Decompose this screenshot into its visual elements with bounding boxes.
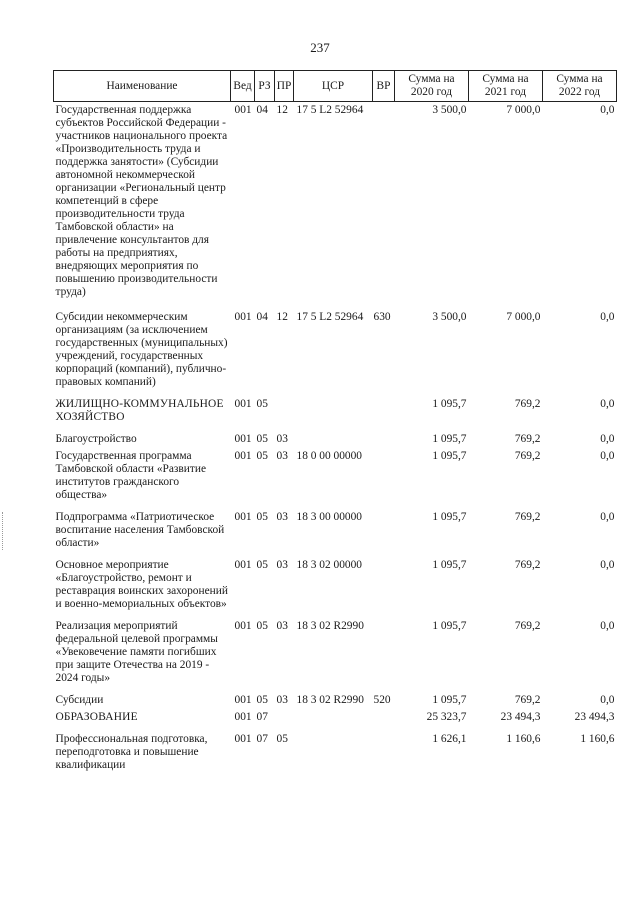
row-sum-2020: 1 095,7: [432, 433, 467, 445]
row-rz: 05: [256, 511, 268, 523]
row-sum-2021: 769,2: [514, 694, 541, 706]
header-rz: РЗ: [255, 71, 275, 102]
row-sum-2020: 1 095,7: [432, 450, 467, 462]
row-csr: 18 3 02 R2990: [296, 694, 364, 706]
row-name: Государственная поддержка субъектов Российской Федерации - участников национального проекта «Производительность труда и поддержка занятости» (Субсидии автономной некоммерческой организации «Региональный центр компетенций в сфере производительности труда Тамбовской области» на привлечение консультантов для работы на предприятиях, внедряющих мероприятия по повышению производительности труда): [55, 104, 228, 298]
row-name: Благоустройство: [55, 433, 137, 445]
row-csr: 18 0 00 00000: [296, 450, 362, 462]
row-ved: 001: [234, 311, 252, 323]
row-sum-2021: 23 494,3: [500, 711, 541, 723]
row-sum-2020: 1 095,7: [432, 511, 467, 523]
header-vr: ВР: [373, 71, 395, 102]
header-ved: Вед: [231, 71, 255, 102]
header-sum-2022: Сумма на 2022 год: [543, 71, 617, 102]
row-vr: 520: [373, 694, 391, 706]
row-pr: 03: [276, 620, 288, 632]
row-vr: [373, 611, 395, 685]
table-row: [54, 299, 617, 389]
table-row: [54, 611, 617, 685]
row-ved: 001: [234, 694, 252, 706]
header-csr: ЦСР: [294, 71, 373, 102]
row-sum-2020: 1 626,1: [432, 733, 467, 745]
row-name: Основное мероприятие «Благоустройство, ремонт и реставрация воинских захоронений и военно-мемориальных объектов»: [55, 559, 228, 610]
row-csr: [294, 389, 373, 424]
row-sum-2020: 3 500,0: [432, 104, 467, 116]
table-row: [54, 550, 617, 611]
header-name: Наименование: [54, 71, 231, 102]
row-sum-2022: 0,0: [600, 398, 615, 410]
row-name: Государственная программа Тамбовской области «Развитие институтов гражданского общества»: [55, 450, 207, 501]
row-name: Профессиональная подготовка, переподготовка и повышение квалификации: [55, 733, 208, 771]
row-vr: [373, 724, 395, 772]
row-rz: 07: [256, 711, 268, 723]
row-csr: [294, 724, 373, 772]
row-sum-2021: 1 160,6: [506, 733, 541, 745]
page-number: 237: [310, 40, 330, 55]
table-row: [54, 685, 617, 707]
row-rz: 05: [256, 694, 268, 706]
row-sum-2022: 0,0: [600, 620, 615, 632]
margin-mark: [2, 512, 5, 550]
row-sum-2020: 3 500,0: [432, 311, 467, 323]
table-row: [54, 502, 617, 550]
row-csr: 17 5 L2 52964: [296, 311, 364, 323]
row-pr: 03: [276, 694, 288, 706]
row-ved: 001: [234, 450, 252, 462]
row-csr: 18 3 00 00000: [296, 511, 362, 523]
table-row: [54, 724, 617, 772]
row-sum-2022: 0,0: [600, 311, 615, 323]
row-vr: [373, 389, 395, 424]
row-sum-2022: 0,0: [600, 511, 615, 523]
row-pr: 12: [276, 311, 288, 323]
row-vr: [373, 102, 395, 300]
row-pr: 03: [276, 511, 288, 523]
row-sum-2022: 0,0: [600, 559, 615, 571]
table-row: [54, 102, 617, 300]
row-rz: 05: [256, 620, 268, 632]
row-ved: 001: [234, 433, 252, 445]
row-sum-2022: 0,0: [600, 450, 615, 462]
budget-table: [53, 70, 617, 772]
row-name: Субсидии: [55, 694, 104, 706]
row-sum-2020: 1 095,7: [432, 559, 467, 571]
header-sum-2020: Сумма на 2020 год: [395, 71, 469, 102]
row-csr: [294, 424, 373, 446]
row-name: Реализация мероприятий федеральной целевой программы «Увековечение памяти погибших при защите Отечества на 2019 - 2024 годы»: [55, 620, 218, 684]
row-ved: 001: [234, 559, 252, 571]
row-name: ОБРАЗОВАНИЕ: [55, 711, 138, 723]
table-row: [54, 424, 617, 446]
row-pr: 03: [276, 559, 288, 571]
row-csr: 18 3 02 00000: [296, 559, 362, 571]
row-sum-2021: 769,2: [514, 398, 541, 410]
row-pr: [275, 707, 294, 724]
row-csr: 17 5 L2 52964: [296, 104, 364, 116]
row-ved: 001: [234, 620, 252, 632]
row-sum-2020: 25 323,7: [426, 711, 467, 723]
row-pr: 12: [276, 104, 288, 116]
table-row: [54, 389, 617, 424]
row-vr: [373, 502, 395, 550]
row-csr: 18 3 02 R2990: [296, 620, 364, 632]
row-sum-2020: 1 095,7: [432, 694, 467, 706]
row-sum-2021: 7 000,0: [506, 311, 541, 323]
row-name: Субсидии некоммерческим организациям (за исключением государственных (муниципальных) учреждений, государственных корпораций (компаний), публично-правовых компаний): [55, 311, 228, 388]
row-sum-2020: 1 095,7: [432, 398, 467, 410]
row-csr: [294, 707, 373, 724]
row-sum-2021: 769,2: [514, 450, 541, 462]
row-sum-2021: 769,2: [514, 511, 541, 523]
row-pr: [275, 389, 294, 424]
row-sum-2022: 0,0: [600, 104, 615, 116]
row-sum-2021: 769,2: [514, 559, 541, 571]
row-sum-2021: 769,2: [514, 433, 541, 445]
row-rz: 04: [256, 104, 268, 116]
row-vr: [373, 446, 395, 502]
row-rz: 05: [256, 450, 268, 462]
row-vr: [373, 424, 395, 446]
row-vr: [373, 707, 395, 724]
row-vr: 630: [373, 311, 391, 323]
table-header-row: [54, 71, 617, 102]
row-pr: 03: [276, 433, 288, 445]
row-sum-2020: 1 095,7: [432, 620, 467, 632]
row-rz: 05: [256, 433, 268, 445]
row-sum-2021: 769,2: [514, 620, 541, 632]
row-sum-2022: 0,0: [600, 433, 615, 445]
row-sum-2021: 7 000,0: [506, 104, 541, 116]
row-vr: [373, 550, 395, 611]
row-rz: 05: [256, 398, 268, 410]
table-row: [54, 707, 617, 724]
table-row: [54, 446, 617, 502]
row-ved: 001: [234, 511, 252, 523]
row-name: Подпрограмма «Патриотическое воспитание населения Тамбовской области»: [55, 511, 225, 549]
row-sum-2022: 0,0: [600, 694, 615, 706]
row-sum-2022: 23 494,3: [574, 711, 615, 723]
row-rz: 04: [256, 311, 268, 323]
row-name: ЖИЛИЩНО-КОММУНАЛЬНОЕ ХОЗЯЙСТВО: [55, 398, 224, 423]
row-ved: 001: [234, 398, 252, 410]
header-sum-2021: Сумма на 2021 год: [469, 71, 543, 102]
header-pr: ПР: [275, 71, 294, 102]
row-ved: 001: [234, 711, 252, 723]
row-ved: 001: [234, 733, 252, 745]
row-ved: 001: [234, 104, 252, 116]
row-sum-2022: 1 160,6: [580, 733, 615, 745]
row-rz: 05: [256, 559, 268, 571]
row-rz: 07: [256, 733, 268, 745]
row-pr: 03: [276, 450, 288, 462]
row-pr: 05: [276, 733, 288, 745]
